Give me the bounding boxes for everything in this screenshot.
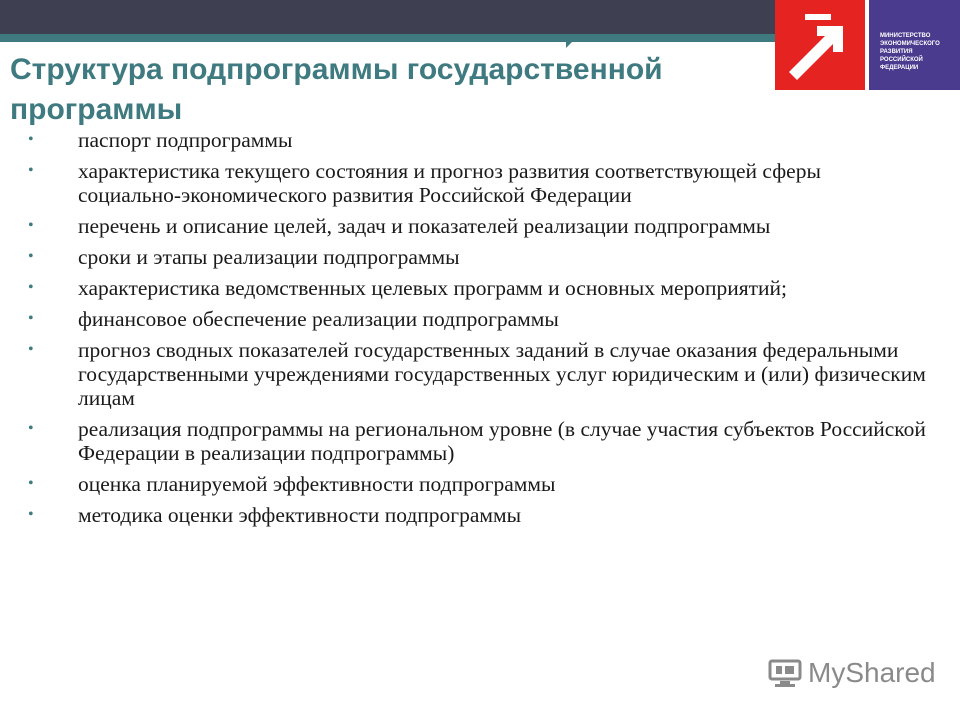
bullet-dot-icon: • [28, 279, 34, 296]
bullet-dot-icon: • [28, 341, 34, 358]
bullet-dot-icon: • [28, 217, 34, 234]
list-item [28, 128, 928, 152]
slide-title: Структура подпрограммы государственной программы [10, 53, 663, 126]
bullet-dot-icon: • [28, 506, 34, 523]
ministry-name [880, 32, 956, 72]
list-item [28, 338, 928, 410]
ministry-name-line: ФЕДЕРАЦИИ [880, 65, 919, 71]
bullet-dot-icon: • [28, 420, 34, 437]
list-item-text: прогноз сводных показателей государственных заданий в случае оказания федеральными государственными учреждениями государственных услуг юридическим и (или) физическим лицам [78, 338, 926, 410]
ministry-name-line: МИНИСТЕРСТВО [880, 33, 931, 39]
bullet-dot-icon: • [28, 475, 34, 492]
ministry-logo-text-block [869, 0, 960, 90]
stripe-tab [566, 42, 572, 48]
accent-stripe [0, 34, 780, 42]
list-item-text: характеристика ведомственных целевых программ и основных мероприятий; [78, 276, 788, 300]
ministry-name-line: РАЗВИТИЯ [880, 49, 913, 55]
list-item-text: реализация подпрограммы на региональном уровне (в случае участия субъектов Российской Федерации в реализации подпрограммы) [78, 417, 926, 465]
ministry-name-line: ЭКОНОМИЧЕСКОГО [880, 41, 940, 47]
bullet-dot-icon: • [28, 248, 34, 265]
list-item [28, 503, 928, 527]
list-item-text: паспорт подпрограммы [78, 128, 293, 152]
list-item-text: финансовое обеспечение реализации подпрограммы [78, 307, 559, 331]
list-item-text: характеристика текущего состояния и прогноз развития соответствующей сферы социально-экономического развития Российской Федерации [78, 159, 821, 207]
ministry-logo-emblem [775, 0, 865, 90]
watermark-text: MyShared [808, 657, 936, 688]
red-arrow-emblem-icon [775, 0, 865, 90]
list-item [28, 472, 928, 496]
watermark [768, 656, 948, 690]
bullet-list [28, 128, 928, 534]
list-item [28, 245, 928, 269]
list-item-text: сроки и этапы реализации подпрограммы [78, 245, 460, 269]
list-item-text: методика оценки эффективности подпрограммы [78, 503, 522, 527]
list-item [28, 276, 928, 300]
bullet-dot-icon: • [28, 131, 34, 148]
list-item [28, 417, 928, 465]
monitor-icon [768, 658, 802, 688]
list-item [28, 159, 928, 207]
bullet-dot-icon: • [28, 310, 34, 327]
ministry-name-line: РОССИЙСКОЙ [880, 57, 923, 63]
list-item-text: перечень и описание целей, задач и показателей реализации подпрограммы [78, 214, 771, 238]
bullet-dot-icon: • [28, 162, 34, 179]
top-bar [0, 0, 780, 34]
list-item [28, 214, 928, 238]
list-item [28, 307, 928, 331]
list-item-text: оценка планируемой эффективности подпрограммы [78, 472, 556, 496]
